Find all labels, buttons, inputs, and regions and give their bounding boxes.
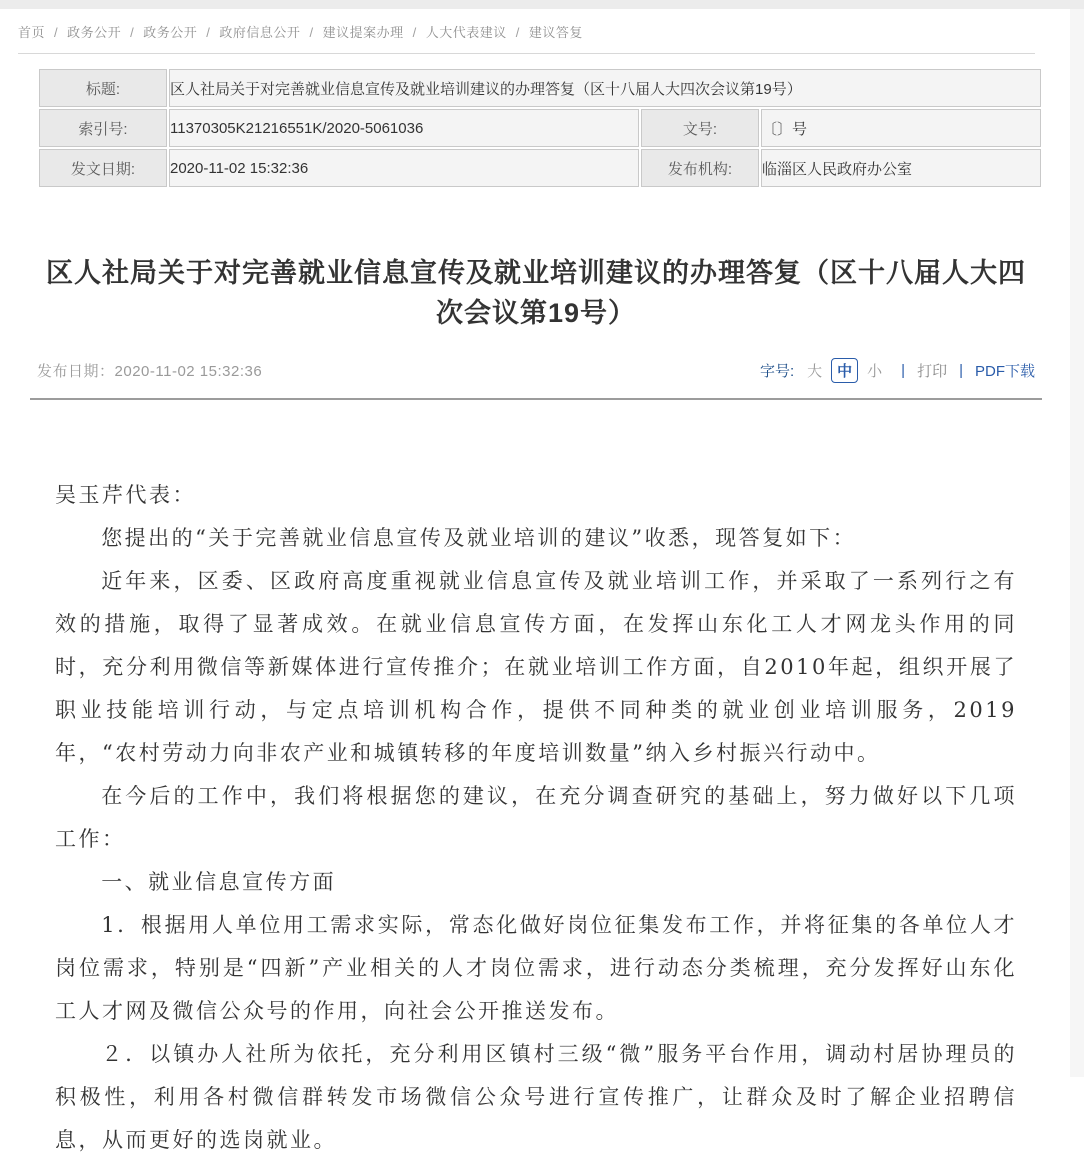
issuing-agency-value-cell: 临淄区人民政府办公室 (761, 149, 1041, 187)
breadcrumb-divider (18, 53, 1035, 54)
toolbar-actions (760, 358, 1035, 383)
article-paragraph: 一、就业信息宣传方面 (101, 870, 337, 894)
pdf-download-button[interactable]: PDF下载 (974, 362, 1035, 380)
publish-date-value: 2020-11-02 15:32:36 (114, 362, 263, 380)
font-size-large-button[interactable]: 大 (807, 362, 823, 380)
breadcrumb-home[interactable]: 首页 (18, 25, 46, 40)
doc-number-label-cell: 文号: (641, 109, 759, 147)
breadcrumb-zhengwu-2[interactable]: 政务公开 (143, 25, 198, 40)
breadcrumb-zhengwu-1[interactable]: 政务公开 (67, 25, 122, 40)
article-body (55, 474, 1017, 1162)
publish-date (37, 360, 262, 381)
breadcrumb-current-page: 建议答复 (528, 25, 583, 40)
issuing-agency-label-cell: 发布机构: (641, 149, 759, 187)
issue-date-label-cell: 发文日期: (39, 149, 167, 187)
toolbar-divider (30, 398, 1042, 400)
index-number-label-cell: 索引号: (39, 109, 167, 147)
page-title: 区人社局关于对完善就业信息宣传及就业培训建议的办理答复（区十八届人大四次会议第19号） (46, 258, 1026, 328)
article-paragraph: 近年来，区委、区政府高度重视就业信息宣传及就业培训工作，并采取了一系列行之有效的措施，取得了显著成效。在就业信息宣传方面，在发挥山东化工人才网龙头作用的同时，充分利用微信等新媒体进行宣传推介；在就业培训工作方面，自2010年起，组织开展了职业技能培训行动，与定点培训机构合作，提供不同种类的就业创业培训服务，2019年，“农村劳动力向非农产业和城镇转移的年度培训数量”纳入乡村振兴行动中。 (55, 569, 1017, 765)
document-info-table (37, 67, 1043, 189)
page-container (18, 9, 1054, 1162)
title-label-cell: 标题: (39, 69, 167, 107)
font-size-small-button[interactable]: 小 (867, 362, 883, 380)
breadcrumb-separator: / (130, 25, 135, 40)
scrollbar[interactable] (1070, 9, 1084, 1077)
print-button[interactable]: 打印 (917, 362, 948, 380)
breadcrumb (18, 9, 1054, 53)
article-paragraph: ２．以镇办人社所为依托，充分利用区镇村三级“微”服务平台作用，调动村居协理员的积极性，利用各村微信群转发市场微信公众号进行宣传推广，让群众及时了解企业招聘信息，从而更好的选岗就业。 (55, 1042, 1017, 1152)
breadcrumb-separator: / (309, 25, 314, 40)
page-top-strip (0, 0, 1084, 9)
table-row (39, 69, 1041, 107)
breadcrumb-info-disclosure[interactable]: 政府信息公开 (219, 25, 301, 40)
table-row (39, 109, 1041, 147)
breadcrumb-separator: / (412, 25, 417, 40)
toolbar-separator: | (959, 361, 963, 379)
doc-number-value-cell: 〔〕号 (761, 109, 1041, 147)
article-toolbar (37, 355, 1035, 385)
toolbar-separator: | (901, 361, 906, 379)
index-number-value-cell: 11370305K21216551K/2020-5061036 (169, 109, 639, 147)
article-paragraph: 吴玉芹代表： (55, 483, 196, 507)
breadcrumb-proposal-handling[interactable]: 建议提案办理 (322, 25, 404, 40)
article-paragraph: 1．根据用人单位用工需求实际，常态化做好岗位征集发布工作，并将征集的各单位人才岗位需求，特别是“四新”产业相关的人才岗位需求，进行动态分类梳理，充分发挥好山东化工人才网及微信公众号的作用，向社会公开推送发布。 (55, 913, 1017, 1023)
publish-date-label: 发布日期： (37, 362, 115, 380)
article-paragraph: 在今后的工作中，我们将根据您的建议，在充分调查研究的基础上，努力做好以下几项工作： (55, 784, 1017, 851)
breadcrumb-npc-suggestions[interactable]: 人大代表建议 (425, 25, 507, 40)
font-size-label: 字号: (759, 362, 795, 380)
issue-date-value-cell: 2020-11-02 15:32:36 (169, 149, 639, 187)
table-row (39, 149, 1041, 187)
breadcrumb-separator: / (515, 25, 520, 40)
title-value-cell: 区人社局关于对完善就业信息宣传及就业培训建议的办理答复（区十八届人大四次会议第19号） (169, 69, 1041, 107)
font-size-medium-button[interactable]: 中 (831, 358, 858, 383)
breadcrumb-separator: / (206, 25, 211, 40)
article-paragraph: 您提出的“关于完善就业信息宣传及就业培训的建议”收悉，现答复如下： (101, 526, 857, 550)
breadcrumb-separator: / (54, 25, 59, 40)
